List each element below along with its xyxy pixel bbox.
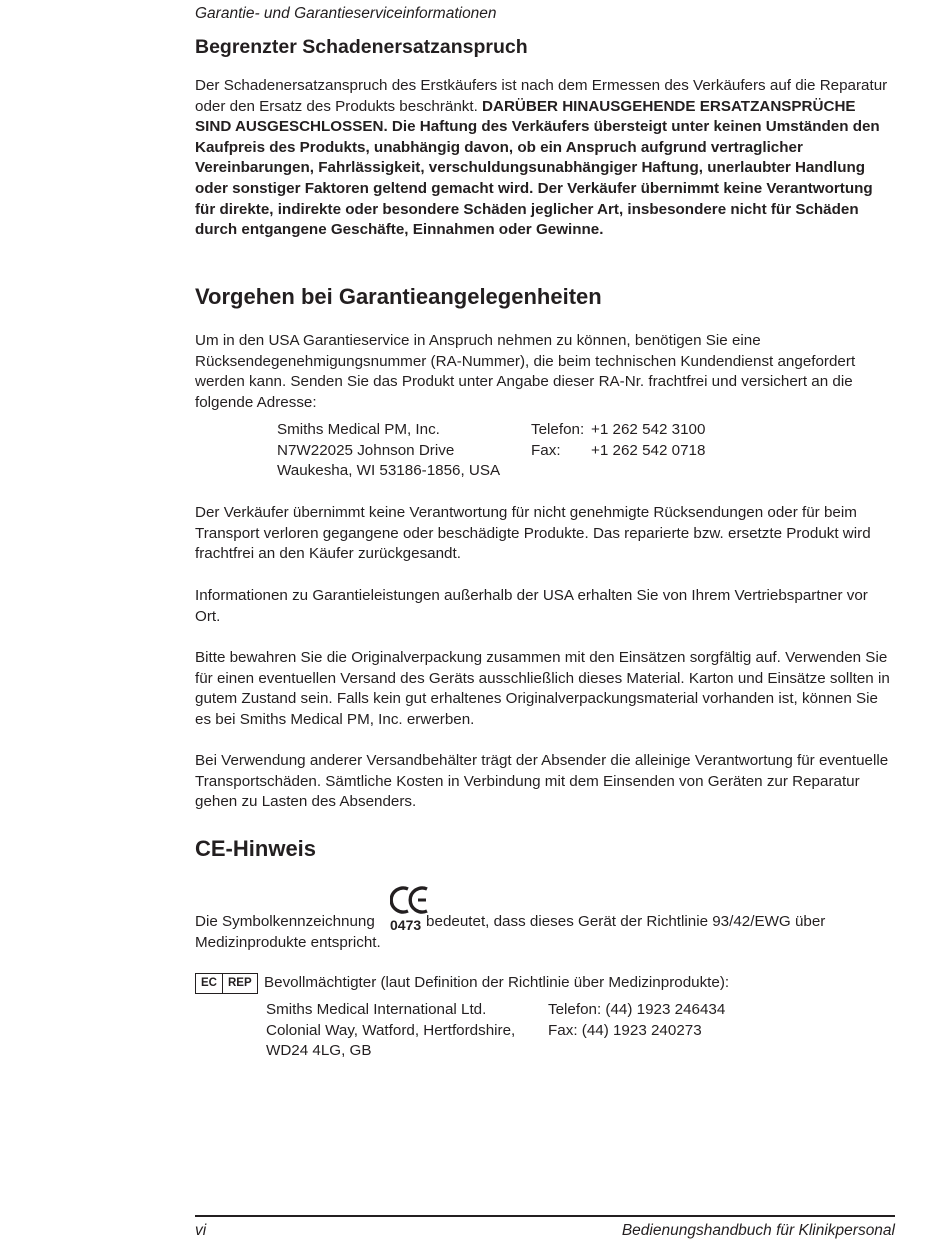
- rep-phone: Telefon: (44) 1923 246434: [548, 1001, 726, 1018]
- address-line: Smiths Medical PM, Inc.: [277, 421, 440, 438]
- responsibility-paragraph: Der Verkäufer übernimmt keine Verantwortung für nicht genehmigte Rücksendungen oder für beim Transport verloren gegangene oder beschädigte Produkte. Das reparierte bzw. ersetzte Produkt wird frachtfrei an den Käufer zurückgesandt.: [195, 504, 871, 563]
- limited-damages-bold-text: DARÜBER HINAUSGEHENDE ERSATZANSPRÜCHE SIND AUSGESCHLOSSEN. Die Haftung des Verkäufers übersteigt unter keinen Umständen den Kaufpreis des Produkts, unabhängig davon, ob ein Anspruch aufgrund vertraglicher Vereinbarungen, Fahrlässigkeit, verschuldungsunabhängiger Haftung, unerlaubter Handlung oder sonstiger Faktoren geltend gemacht wird. Der Verkäufer übernimmt keine Verantwortung für direkte, indirekte oder besondere Schäden jeglicher Art, insbesondere nicht für Schäden durch entgangene Geschäfte, Einnahmen oder Gewinne.: [195, 97, 880, 239]
- phone-label: Telefon:: [531, 421, 585, 438]
- address-line: Waukesha, WI 53186-1856, USA: [277, 462, 501, 480]
- ec-label: EC: [201, 977, 217, 989]
- section-title-warranty-procedure: Vorgehen bei Garantieangelegenheiten: [195, 284, 602, 309]
- return-contact: [531, 420, 705, 461]
- fax-row: [531, 441, 705, 462]
- phone-row: [531, 420, 705, 441]
- ce-mark-icon: [390, 884, 432, 934]
- section-title-limited-damages: Begrenzter Schadenersatzanspruch: [195, 36, 528, 58]
- ce-paragraph: [195, 912, 895, 953]
- return-address: [277, 420, 500, 482]
- outside-usa-paragraph: Informationen zu Garantieleistungen außerhalb der USA erhalten Sie von Ihrem Vertriebspartner vor Ort.: [195, 587, 868, 625]
- page-number: vi: [195, 1222, 207, 1239]
- limited-damages-text: Der Schadenersatzanspruch des Erstkäufers ist nach dem Ermessen des Verkäufers auf die Reparatur oder den Ersatz des Produkts beschränkt.: [195, 77, 888, 115]
- authorized-rep-text: Bevollmächtigter (laut Definition der Richtlinie über Medizinprodukte):: [264, 974, 730, 991]
- document-page: [195, 0, 895, 1260]
- fax-label: Fax:: [531, 441, 561, 459]
- authorized-rep-contact: [548, 1000, 725, 1041]
- authorized-rep-address: [266, 1000, 515, 1062]
- ce-text-after: bedeutet, dass dieses Gerät der Richtlinie 93/42/EWG über Medizinprodukte entspricht.: [195, 913, 826, 951]
- packaging-paragraph: Bitte bewahren Sie die Originalverpackung zusammen mit den Einsätzen sorgfältig auf. Verwenden Sie für einen eventuellen Versand des Geräts ausschließlich dieses Material. Karton und Einsätze sollten in gutem Zustand sein. Falls kein gut erhaltenes Originalverpackungsmaterial vorhanden ist, können Sie es bei Smiths Medical PM, Inc. erwerben.: [195, 649, 890, 728]
- address-line: Colonial Way, Watford, Hertfordshire,: [266, 1021, 516, 1039]
- footer-divider: [195, 1215, 895, 1217]
- section-title-ce-notice: CE-Hinweis: [195, 836, 317, 861]
- procedure-intro-paragraph: Um in den USA Garantieservice in Anspruch nehmen zu können, benötigen Sie eine Rücksendegenehmigungsnummer (RA-Nummer), die beim technischen Kundendienst angefordert werden kann. Senden Sie das Produkt unter Angabe dieser RA-Nr. frachtfrei und versichert an die folgende Adresse:: [195, 332, 856, 411]
- limited-damages-paragraph: [195, 76, 895, 241]
- address-line: Smiths Medical International Ltd.: [266, 1001, 487, 1018]
- ec-rep-icon: [195, 973, 258, 994]
- rep-fax: Fax: (44) 1923 240273: [548, 1021, 702, 1039]
- ce-notified-body-number: 0473: [390, 917, 422, 933]
- address-line: N7W22025 Johnson Drive: [277, 441, 455, 459]
- running-header: Garantie- und Garantieserviceinformationen: [195, 5, 497, 22]
- ce-text-before: Die Symbolkennzeichnung: [195, 913, 375, 930]
- rep-label: REP: [222, 974, 257, 993]
- address-line: WD24 4LG, GB: [266, 1042, 372, 1060]
- phone-number: +1 262 542 3100: [591, 421, 706, 438]
- fax-number: +1 262 542 0718: [591, 441, 706, 459]
- other-containers-paragraph: Bei Verwendung anderer Versandbehälter trägt der Absender die alleinige Verantwortung für eventuelle Transportschäden. Sämtliche Kosten in Verbindung mit dem Einsenden von Geräten zur Reparatur gehen zu Lasten des Absenders.: [195, 752, 889, 811]
- manual-title: Bedienungshandbuch für Klinikpersonal: [621, 1222, 895, 1239]
